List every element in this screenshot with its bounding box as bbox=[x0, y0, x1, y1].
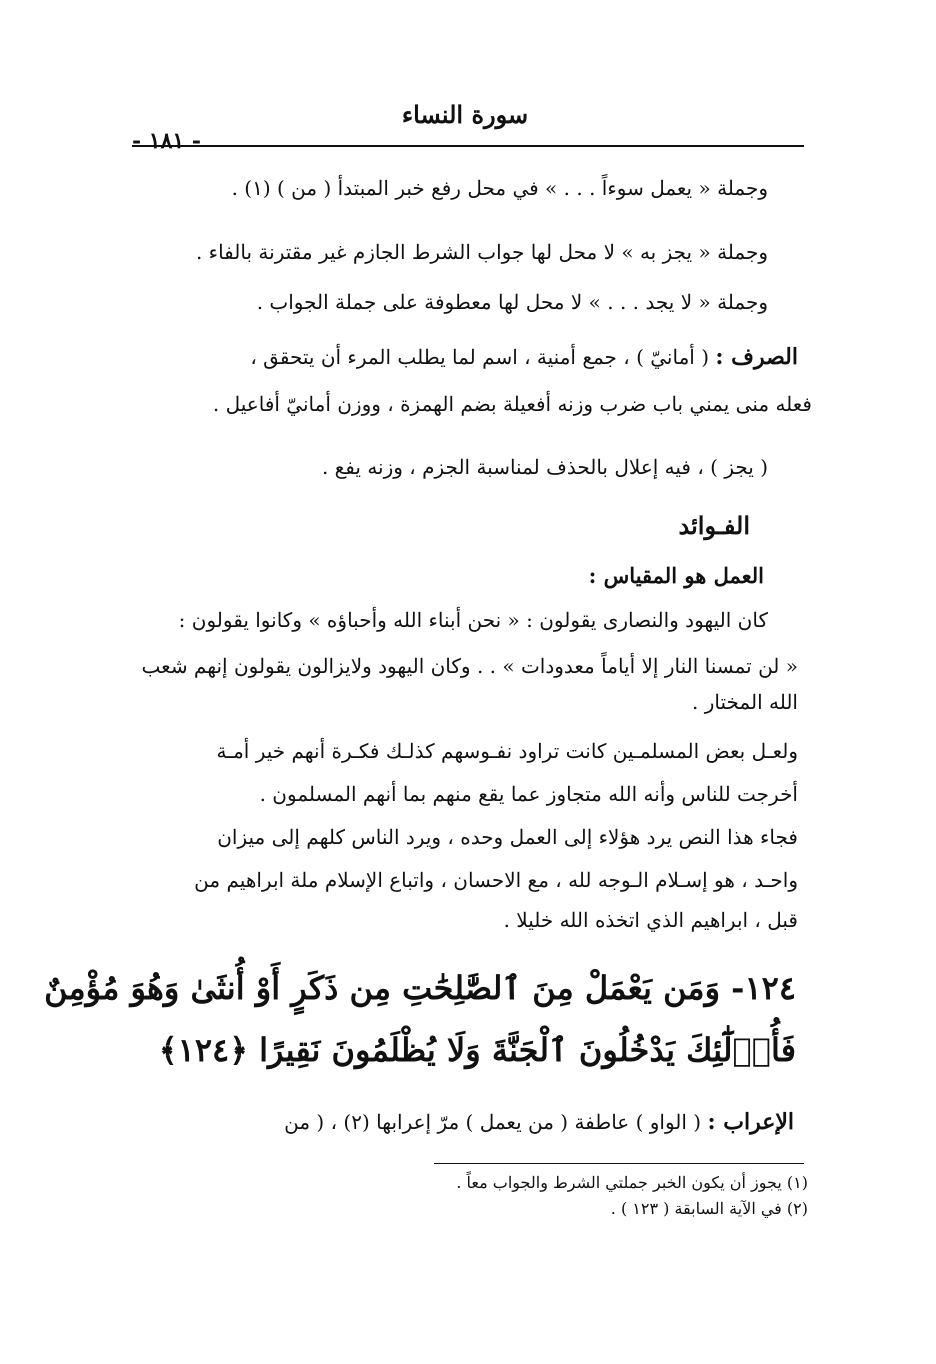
irab-label: الإعراب : bbox=[707, 1109, 794, 1135]
body-line-4: ( أمانيّ ) ، جمع أمنية ، اسم لما يطلب المرء أن يتحقق ، bbox=[250, 345, 710, 369]
quran-verse-line-2: فَأُو۟لَٰٓئِكَ يَدْخُلُونَ ٱلْجَنَّةَ وَلَا يُظْلَمُونَ نَقِيرًا ﴿١٢٤﴾ bbox=[158, 1031, 796, 1069]
footnote-divider bbox=[434, 1163, 804, 1164]
surah-title: سورة النساء bbox=[401, 100, 529, 129]
footnote-2: (٢) في الآية السابقة ( ١٢٣ ) . bbox=[610, 1199, 808, 1218]
body-line-9: الله المختار . bbox=[692, 690, 798, 714]
body-line-14: قبل ، ابراهيم الذي اتخذه الله خليلا . bbox=[503, 908, 798, 932]
body-line-15: ( الواو ) عاطفة ( من يعمل ) مرّ إعرابها (٢) ، ( من bbox=[284, 1110, 702, 1134]
body-line-2: وجملة « يجز به » لا محل لها جواب الشرط الجازم غير مقترنة بالفاء . bbox=[195, 240, 768, 264]
body-line-3: وجملة « لا يجد . . . » لا محل لها معطوفة على جملة الجواب . bbox=[256, 290, 768, 314]
body-line-12: فجاء هذا النص يرد هؤلاء إلى العمل وحده ، ويرد الناس كلهم إلى ميزان bbox=[217, 825, 798, 849]
sarf-label: الصرف : bbox=[715, 344, 798, 370]
body-line-8: « لن تمسنا النار إلا أياماً معدودات » . . وكان اليهود ولايزالون يقولون إنهم شعب bbox=[141, 654, 798, 678]
sarf-line bbox=[250, 343, 798, 371]
body-line-1: وجملة « يعمل سوءاً . . . » في محل رفع خبر المبتدأ ( من ) (١) . bbox=[231, 176, 768, 200]
body-line-5: فعله منى يمني باب ضرب وزنه أفعيلة بضم الهمزة ، ووزن أمانيّ أفاعيل . bbox=[212, 392, 812, 416]
header-divider bbox=[132, 145, 804, 147]
body-line-6: ( يجز ) ، فيه إعلال بالحذف لمناسبة الجزم ، وزنه يفع . bbox=[321, 455, 768, 479]
page-number: - ١٨١ - bbox=[132, 128, 202, 154]
quran-verse-line-1: ١٢٤- وَمَن يَعْمَلْ مِنَ ٱلصَّٰلِحَٰتِ مِن ذَكَرٍ أَوْ أُنثَىٰ وَهُوَ مُؤْمِنٌ bbox=[44, 969, 796, 1007]
subheading-amal: العمل هو المقياس : bbox=[588, 563, 764, 588]
body-line-11: أخرجت للناس وأنه الله متجاوز عما يقع منهم بما أنهم المسلمون . bbox=[259, 782, 798, 806]
body-line-7: كان اليهود والنصارى يقولون : « نحن أبناء الله وأحباؤه » وكانوا يقولون : bbox=[178, 608, 768, 632]
body-line-10: ولعـل بعض المسلمـين كانت تراود نفـوسهم كذلـك فكـرة أنهم خير أمـة bbox=[216, 739, 798, 763]
irab-line bbox=[284, 1108, 794, 1136]
body-line-13: واحـد ، هو إسـلام الـوجه لله ، مع الاحسان ، واتباع الإسلام ملة ابراهيم من bbox=[194, 868, 798, 892]
section-heading-fawaid: الفـوائد bbox=[678, 511, 750, 540]
footnote-1: (١) يجوز أن يكون الخبر جملتي الشرط والجواب معاً . bbox=[456, 1173, 808, 1192]
